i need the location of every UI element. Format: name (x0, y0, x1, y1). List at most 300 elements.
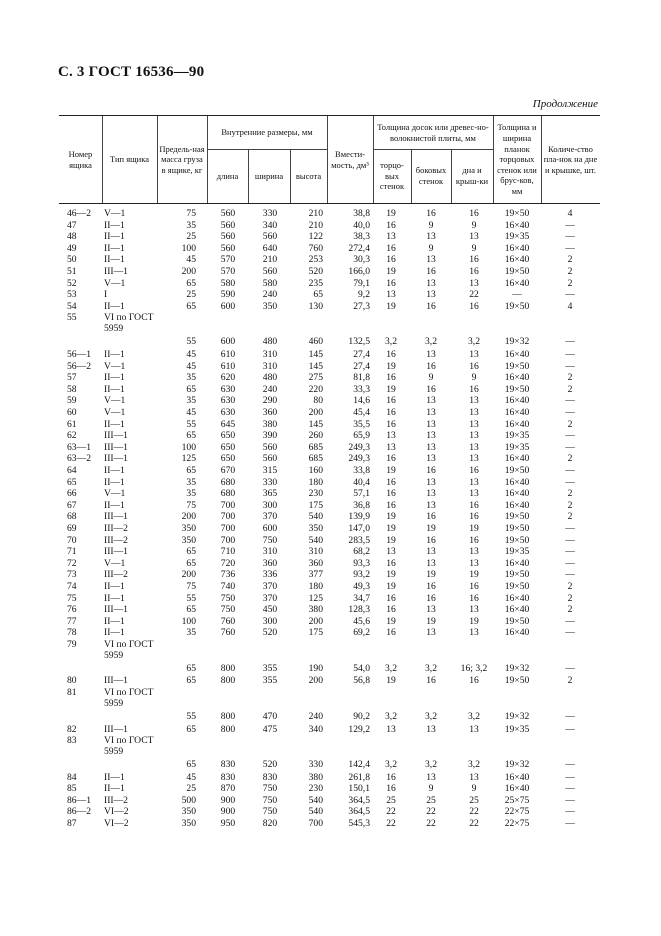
cell-max-load: 75 (186, 499, 196, 511)
cell-width: 310 (262, 360, 278, 372)
cell-height: 200 (308, 675, 323, 687)
cell-capacity: 38,8 (353, 208, 370, 219)
cell-height: 210 (308, 208, 323, 219)
cell-capacity: 57,1 (353, 488, 370, 500)
table-row (59, 278, 600, 289)
cell-max-load: 65 (186, 759, 196, 771)
cell-height: 260 (308, 430, 323, 442)
cell-bottom-lid: 16 (469, 208, 479, 219)
cell-max-load: 45 (186, 360, 196, 372)
cell-bottom-lid: 16 (469, 675, 479, 687)
cell-width: 380 (262, 418, 278, 430)
cell-side-walls: 13 (426, 453, 436, 465)
cell-box-number: 58 (67, 383, 77, 395)
cell-width: 355 (262, 662, 278, 674)
cell-box-type: III—1 (104, 604, 128, 616)
cell-side-walls: 13 (426, 277, 436, 289)
cell-width: 470 (262, 711, 278, 722)
cell-capacity: 129,2 (348, 723, 370, 735)
cell-bottom-lid: 9 (471, 372, 477, 384)
cell-height: 685 (308, 441, 323, 453)
cell-plank-size: 19×50 (504, 208, 530, 219)
cell-height: 330 (308, 759, 323, 771)
col-inner-dims: Внутренние размеры, мм (221, 127, 313, 138)
cell-length: 750 (220, 604, 236, 616)
cell-width: 310 (262, 348, 278, 360)
cell-length: 570 (220, 266, 236, 277)
table-row (59, 818, 600, 829)
cell-bottom-lid: 13 (469, 546, 479, 558)
cell-max-load: 200 (181, 511, 196, 523)
cell-length: 560 (220, 219, 236, 231)
cell-plank-count: — (565, 336, 575, 348)
box-dimensions-table (59, 115, 600, 829)
cell-box-type: III—2 (104, 522, 128, 534)
cell-plank-size: 19×50 (504, 360, 530, 372)
cell-bottom-lid: 16 (469, 534, 479, 546)
cell-side-walls: 16 (426, 675, 436, 687)
cell-end-walls: 19 (386, 580, 396, 592)
cell-end-walls: 13 (386, 289, 396, 301)
cell-plank-count: — (565, 231, 575, 243)
cell-side-walls: 13 (426, 771, 436, 783)
cell-length: 590 (220, 289, 236, 301)
col-bottom-lid: дна и крыш-ки (455, 165, 489, 186)
cell-length: 630 (220, 406, 236, 418)
cell-length: 800 (220, 662, 236, 674)
cell-plank-count: 2 (567, 592, 573, 604)
cell-plank-size: 19×50 (504, 580, 530, 592)
cell-end-walls: 3,2 (385, 662, 397, 674)
cell-width: 830 (262, 771, 278, 783)
cell-box-type: II—1 (104, 627, 125, 639)
cell-length: 870 (220, 783, 236, 795)
cell-box-type: II—1 (104, 219, 125, 231)
cell-bottom-lid: 13 (469, 348, 479, 360)
cell-side-walls: 3,2 (425, 662, 437, 674)
cell-length: 630 (220, 383, 236, 395)
cell-length: 700 (220, 534, 236, 546)
cell-length: 950 (220, 818, 236, 829)
cell-max-load: 65 (186, 557, 196, 569)
cell-box-type: II—1 (104, 499, 125, 511)
cell-end-walls: 22 (386, 818, 396, 829)
cell-side-walls: 13 (426, 395, 436, 407)
cell-end-walls: 16 (386, 453, 396, 465)
table-row (59, 430, 600, 441)
cell-bottom-lid: 16 (469, 592, 479, 604)
cell-capacity: 545,3 (348, 818, 370, 829)
table-row (59, 372, 600, 383)
cell-plank-size: 19×50 (504, 511, 530, 523)
cell-capacity: 36,8 (353, 499, 370, 511)
cell-box-number: 63—1 (67, 441, 91, 453)
cell-max-load: 65 (186, 277, 196, 289)
cell-box-type: III—2 (104, 534, 128, 546)
cell-max-load: 35 (186, 627, 196, 639)
cell-plank-count: 2 (567, 511, 573, 523)
cell-height: 200 (308, 615, 323, 627)
cell-width: 210 (262, 254, 278, 266)
cell-width: 750 (262, 534, 278, 546)
cell-plank-size: 19×50 (504, 675, 530, 687)
cell-box-type: V—1 (104, 277, 126, 289)
cell-end-walls: 16 (386, 604, 396, 616)
cell-plank-count: 2 (567, 418, 573, 430)
cell-max-load: 350 (181, 534, 196, 546)
cell-capacity: 128,3 (348, 604, 370, 616)
cell-plank-size: 16×40 (504, 406, 530, 418)
cell-capacity: 139,9 (348, 511, 370, 523)
cell-length: 600 (220, 300, 236, 312)
cell-bottom-lid: 13 (469, 557, 479, 569)
page-title: С. 3 ГОСТ 16536—90 (58, 64, 205, 80)
cell-capacity: 364,5 (348, 806, 370, 818)
cell-width: 310 (262, 546, 278, 558)
cell-end-walls: 19 (386, 360, 396, 372)
cell-plank-count: — (565, 557, 575, 569)
cell-box-number: 86—2 (67, 806, 91, 818)
cell-height: 235 (308, 277, 323, 289)
table-row (59, 488, 600, 499)
cell-side-walls: 16 (426, 383, 436, 395)
col-box-number: Номер ящика (68, 148, 93, 170)
cell-bottom-lid: 16 (469, 383, 479, 395)
cell-box-number: 63—2 (67, 453, 91, 465)
cell-width: 560 (262, 441, 278, 453)
cell-width: 330 (262, 476, 278, 488)
cell-height: 175 (308, 627, 323, 639)
cell-box-type: II—1 (104, 242, 125, 254)
cell-height: 700 (308, 818, 323, 829)
table-row (59, 349, 600, 360)
cell-max-load: 350 (181, 806, 196, 818)
cell-width: 750 (262, 806, 278, 818)
cell-max-load: 500 (181, 794, 196, 806)
cell-max-load: 65 (186, 383, 196, 395)
cell-box-type: II—1 (104, 464, 125, 476)
cell-box-type: II—1 (104, 615, 125, 627)
cell-bottom-lid: 13 (469, 604, 479, 616)
cell-plank-count: 2 (567, 372, 573, 384)
cell-capacity: 364,5 (348, 794, 370, 806)
cell-box-type: VI по ГОСТ 5959 (104, 638, 154, 661)
cell-side-walls: 16 (426, 464, 436, 476)
cell-bottom-lid: 16 (469, 511, 479, 523)
cell-plank-size: 22×75 (504, 806, 530, 818)
cell-length: 650 (220, 441, 236, 453)
cell-plank-size: 19×32 (504, 711, 530, 722)
cell-height: 377 (308, 569, 323, 581)
cell-box-number: 86—1 (67, 794, 91, 806)
cell-width: 300 (262, 615, 278, 627)
cell-bottom-lid: 3,2 (468, 759, 480, 771)
cell-box-type: V—1 (104, 395, 126, 407)
cell-box-type: II—1 (104, 418, 125, 430)
cell-plank-count: 2 (567, 604, 573, 616)
cell-capacity: 30,3 (353, 254, 370, 266)
cell-side-walls: 13 (426, 723, 436, 735)
cell-side-walls: 3,2 (425, 711, 437, 722)
cell-end-walls: 19 (386, 511, 396, 523)
cell-max-load: 65 (186, 464, 196, 476)
cell-max-load: 65 (186, 300, 196, 312)
cell-length: 600 (220, 336, 236, 348)
cell-box-type: V—1 (104, 557, 126, 569)
cell-height: 122 (308, 231, 323, 243)
table-row (59, 627, 600, 638)
cell-max-load: 35 (186, 395, 196, 407)
cell-length: 570 (220, 254, 236, 266)
cell-box-number: 72 (67, 557, 77, 569)
cell-end-walls: 3,2 (385, 711, 397, 722)
cell-end-walls: 16 (386, 219, 396, 231)
cell-side-walls: 13 (426, 499, 436, 511)
cell-height: 180 (308, 580, 323, 592)
cell-side-walls: 13 (426, 348, 436, 360)
cell-plank-count: — (565, 794, 575, 806)
cell-end-walls: 16 (386, 488, 396, 500)
cell-end-walls: 19 (386, 534, 396, 546)
cell-plank-count: — (565, 723, 575, 735)
cell-plank-count: — (565, 806, 575, 818)
cell-bottom-lid: 13 (469, 277, 479, 289)
col-end-walls: торцо-вых стенок (379, 160, 405, 192)
cell-width: 750 (262, 794, 278, 806)
cell-width: 580 (262, 277, 278, 289)
cell-width: 750 (262, 783, 278, 795)
cell-side-walls: 13 (426, 557, 436, 569)
cell-side-walls: 19 (426, 615, 436, 627)
cell-capacity: 14,6 (353, 395, 370, 407)
cell-plank-count: 2 (567, 580, 573, 592)
cell-height: 275 (308, 372, 323, 384)
cell-max-load: 35 (186, 476, 196, 488)
cell-width: 350 (262, 300, 278, 312)
cell-plank-size: — (512, 289, 522, 301)
cell-length: 560 (220, 208, 236, 219)
cell-plank-size: 19×35 (504, 441, 530, 453)
cell-capacity: 27,4 (353, 348, 370, 360)
cell-plank-count: — (565, 406, 575, 418)
col-width: ширина (254, 170, 284, 181)
cell-capacity: 142,4 (348, 759, 370, 771)
table-row (59, 604, 600, 615)
cell-height: 540 (308, 806, 323, 818)
cell-capacity: 90,2 (353, 711, 370, 722)
cell-length: 700 (220, 522, 236, 534)
table-row (59, 783, 600, 794)
table-row (59, 395, 600, 406)
cell-capacity: 45,4 (353, 406, 370, 418)
cell-bottom-lid: 22 (469, 818, 479, 829)
cell-bottom-lid: 13 (469, 418, 479, 430)
cell-plank-size: 19×50 (504, 464, 530, 476)
cell-height: 540 (308, 511, 323, 523)
cell-capacity: 9,2 (358, 289, 370, 301)
col-max-load: Предель-ная масса груза в ящике, кг (159, 143, 205, 175)
cell-box-type: I (104, 289, 108, 301)
cell-side-walls: 13 (426, 488, 436, 500)
cell-box-number: 53 (67, 289, 77, 301)
cell-length: 680 (220, 476, 236, 488)
cell-box-type: VI по ГОСТ 5959 (104, 687, 154, 709)
cell-length: 750 (220, 592, 236, 604)
cell-plank-count: 2 (567, 254, 573, 266)
cell-height: 520 (308, 266, 323, 277)
cell-plank-count: — (565, 430, 575, 442)
cell-max-load: 200 (181, 266, 196, 277)
cell-end-walls: 16 (386, 254, 396, 266)
cell-side-walls: 25 (426, 794, 436, 806)
cell-bottom-lid: 13 (469, 395, 479, 407)
cell-bottom-lid: 13 (469, 231, 479, 243)
cell-height: 350 (308, 522, 323, 534)
cell-max-load: 65 (186, 675, 196, 687)
cell-box-number: 65 (67, 476, 77, 488)
cell-box-type: V—1 (104, 360, 126, 372)
cell-width: 560 (262, 266, 278, 277)
cell-end-walls: 16 (386, 418, 396, 430)
col-plank-count: Количе-ство пла-нок на дне и крышке, шт. (543, 143, 598, 175)
cell-box-number: 61 (67, 418, 77, 430)
cell-plank-size: 16×40 (504, 453, 530, 465)
cell-height: 340 (308, 723, 323, 735)
cell-side-walls: 13 (426, 441, 436, 453)
cell-bottom-lid: 13 (469, 723, 479, 735)
cell-box-number: 46—2 (67, 208, 91, 219)
cell-length: 560 (220, 242, 236, 254)
cell-box-number: 69 (67, 522, 77, 534)
cell-box-number: 55 (67, 312, 77, 324)
cell-length: 830 (220, 759, 236, 771)
cell-height: 190 (308, 662, 323, 674)
cell-end-walls: 3,2 (385, 336, 397, 348)
cell-end-walls: 19 (386, 266, 396, 277)
cell-height: 145 (308, 348, 323, 360)
cell-max-load: 55 (186, 711, 196, 722)
cell-height: 80 (313, 395, 323, 407)
cell-capacity: 35,5 (353, 418, 370, 430)
table-row (59, 208, 600, 219)
cell-end-walls: 19 (386, 615, 396, 627)
cell-height: 360 (308, 557, 323, 569)
cell-plank-count: — (565, 569, 575, 581)
cell-plank-count: — (565, 534, 575, 546)
cell-max-load: 200 (181, 569, 196, 581)
cell-width: 390 (262, 430, 278, 442)
table-row (59, 687, 600, 722)
cell-bottom-lid: 13 (469, 453, 479, 465)
cell-box-type: III—1 (104, 430, 128, 442)
cell-width: 370 (262, 511, 278, 523)
cell-plank-size: 16×40 (504, 277, 530, 289)
cell-plank-count: — (565, 360, 575, 372)
cell-capacity: 69,2 (353, 627, 370, 639)
cell-end-walls: 13 (386, 231, 396, 243)
cell-plank-size: 19×35 (504, 430, 530, 442)
cell-length: 720 (220, 557, 236, 569)
cell-max-load: 55 (186, 592, 196, 604)
cell-capacity: 249,3 (348, 441, 370, 453)
cell-bottom-lid: 13 (469, 627, 479, 639)
cell-bottom-lid: 13 (469, 476, 479, 488)
cell-width: 360 (262, 557, 278, 569)
cell-end-walls: 16 (386, 783, 396, 795)
cell-side-walls: 13 (426, 627, 436, 639)
table-row (59, 301, 600, 312)
cell-box-type: II—1 (104, 372, 125, 384)
cell-length: 830 (220, 771, 236, 783)
cell-length: 900 (220, 794, 236, 806)
cell-side-walls: 13 (426, 546, 436, 558)
cell-max-load: 35 (186, 219, 196, 231)
col-box-type: Тип ящика (110, 154, 149, 165)
cell-height: 685 (308, 453, 323, 465)
table-row (59, 616, 600, 627)
col-capacity: Вмести-мость, дм³ (331, 148, 369, 170)
cell-length: 680 (220, 488, 236, 500)
table-row (59, 772, 600, 783)
cell-box-number: 67 (67, 499, 77, 511)
cell-plank-size: 19×50 (504, 615, 530, 627)
cell-plank-size: 19×50 (504, 534, 530, 546)
cell-end-walls: 19 (386, 208, 396, 219)
cell-width: 355 (262, 675, 278, 687)
cell-box-number: 73 (67, 569, 77, 581)
cell-box-number: 57 (67, 372, 77, 384)
cell-box-type: III—2 (104, 794, 128, 806)
cell-plank-count: — (565, 289, 575, 301)
cell-bottom-lid: 9 (471, 242, 477, 254)
cell-height: 175 (308, 499, 323, 511)
cell-length: 620 (220, 372, 236, 384)
cell-capacity: 147,0 (348, 522, 370, 534)
cell-capacity: 249,3 (348, 453, 370, 465)
cell-plank-size: 16×40 (504, 254, 530, 266)
cell-length: 610 (220, 348, 236, 360)
table-row (59, 511, 600, 522)
cell-width: 240 (262, 289, 278, 301)
cell-max-load: 25 (186, 289, 196, 301)
cell-box-type: II—1 (104, 771, 125, 783)
cell-plank-size: 19×50 (504, 522, 530, 534)
cell-plank-count: 2 (567, 277, 573, 289)
table-row (59, 675, 600, 686)
cell-max-load: 45 (186, 348, 196, 360)
cell-side-walls: 13 (426, 289, 436, 301)
cell-height: 240 (308, 711, 323, 722)
cell-plank-size: 16×40 (504, 242, 530, 254)
cell-height: 160 (308, 464, 323, 476)
cell-plank-count: — (565, 522, 575, 534)
cell-height: 180 (308, 476, 323, 488)
cell-width: 475 (262, 723, 278, 735)
cell-max-load: 75 (186, 580, 196, 592)
cell-box-number: 60 (67, 406, 77, 418)
cell-plank-count: 2 (567, 499, 573, 511)
table-row (59, 220, 600, 231)
table-row (59, 231, 600, 242)
table-row (59, 806, 600, 817)
cell-width: 370 (262, 580, 278, 592)
cell-height: 540 (308, 534, 323, 546)
table-row (59, 569, 600, 580)
cell-height: 380 (308, 771, 323, 783)
cell-bottom-lid: 3,2 (468, 711, 480, 722)
cell-height: 380 (308, 604, 323, 616)
cell-width: 600 (262, 522, 278, 534)
